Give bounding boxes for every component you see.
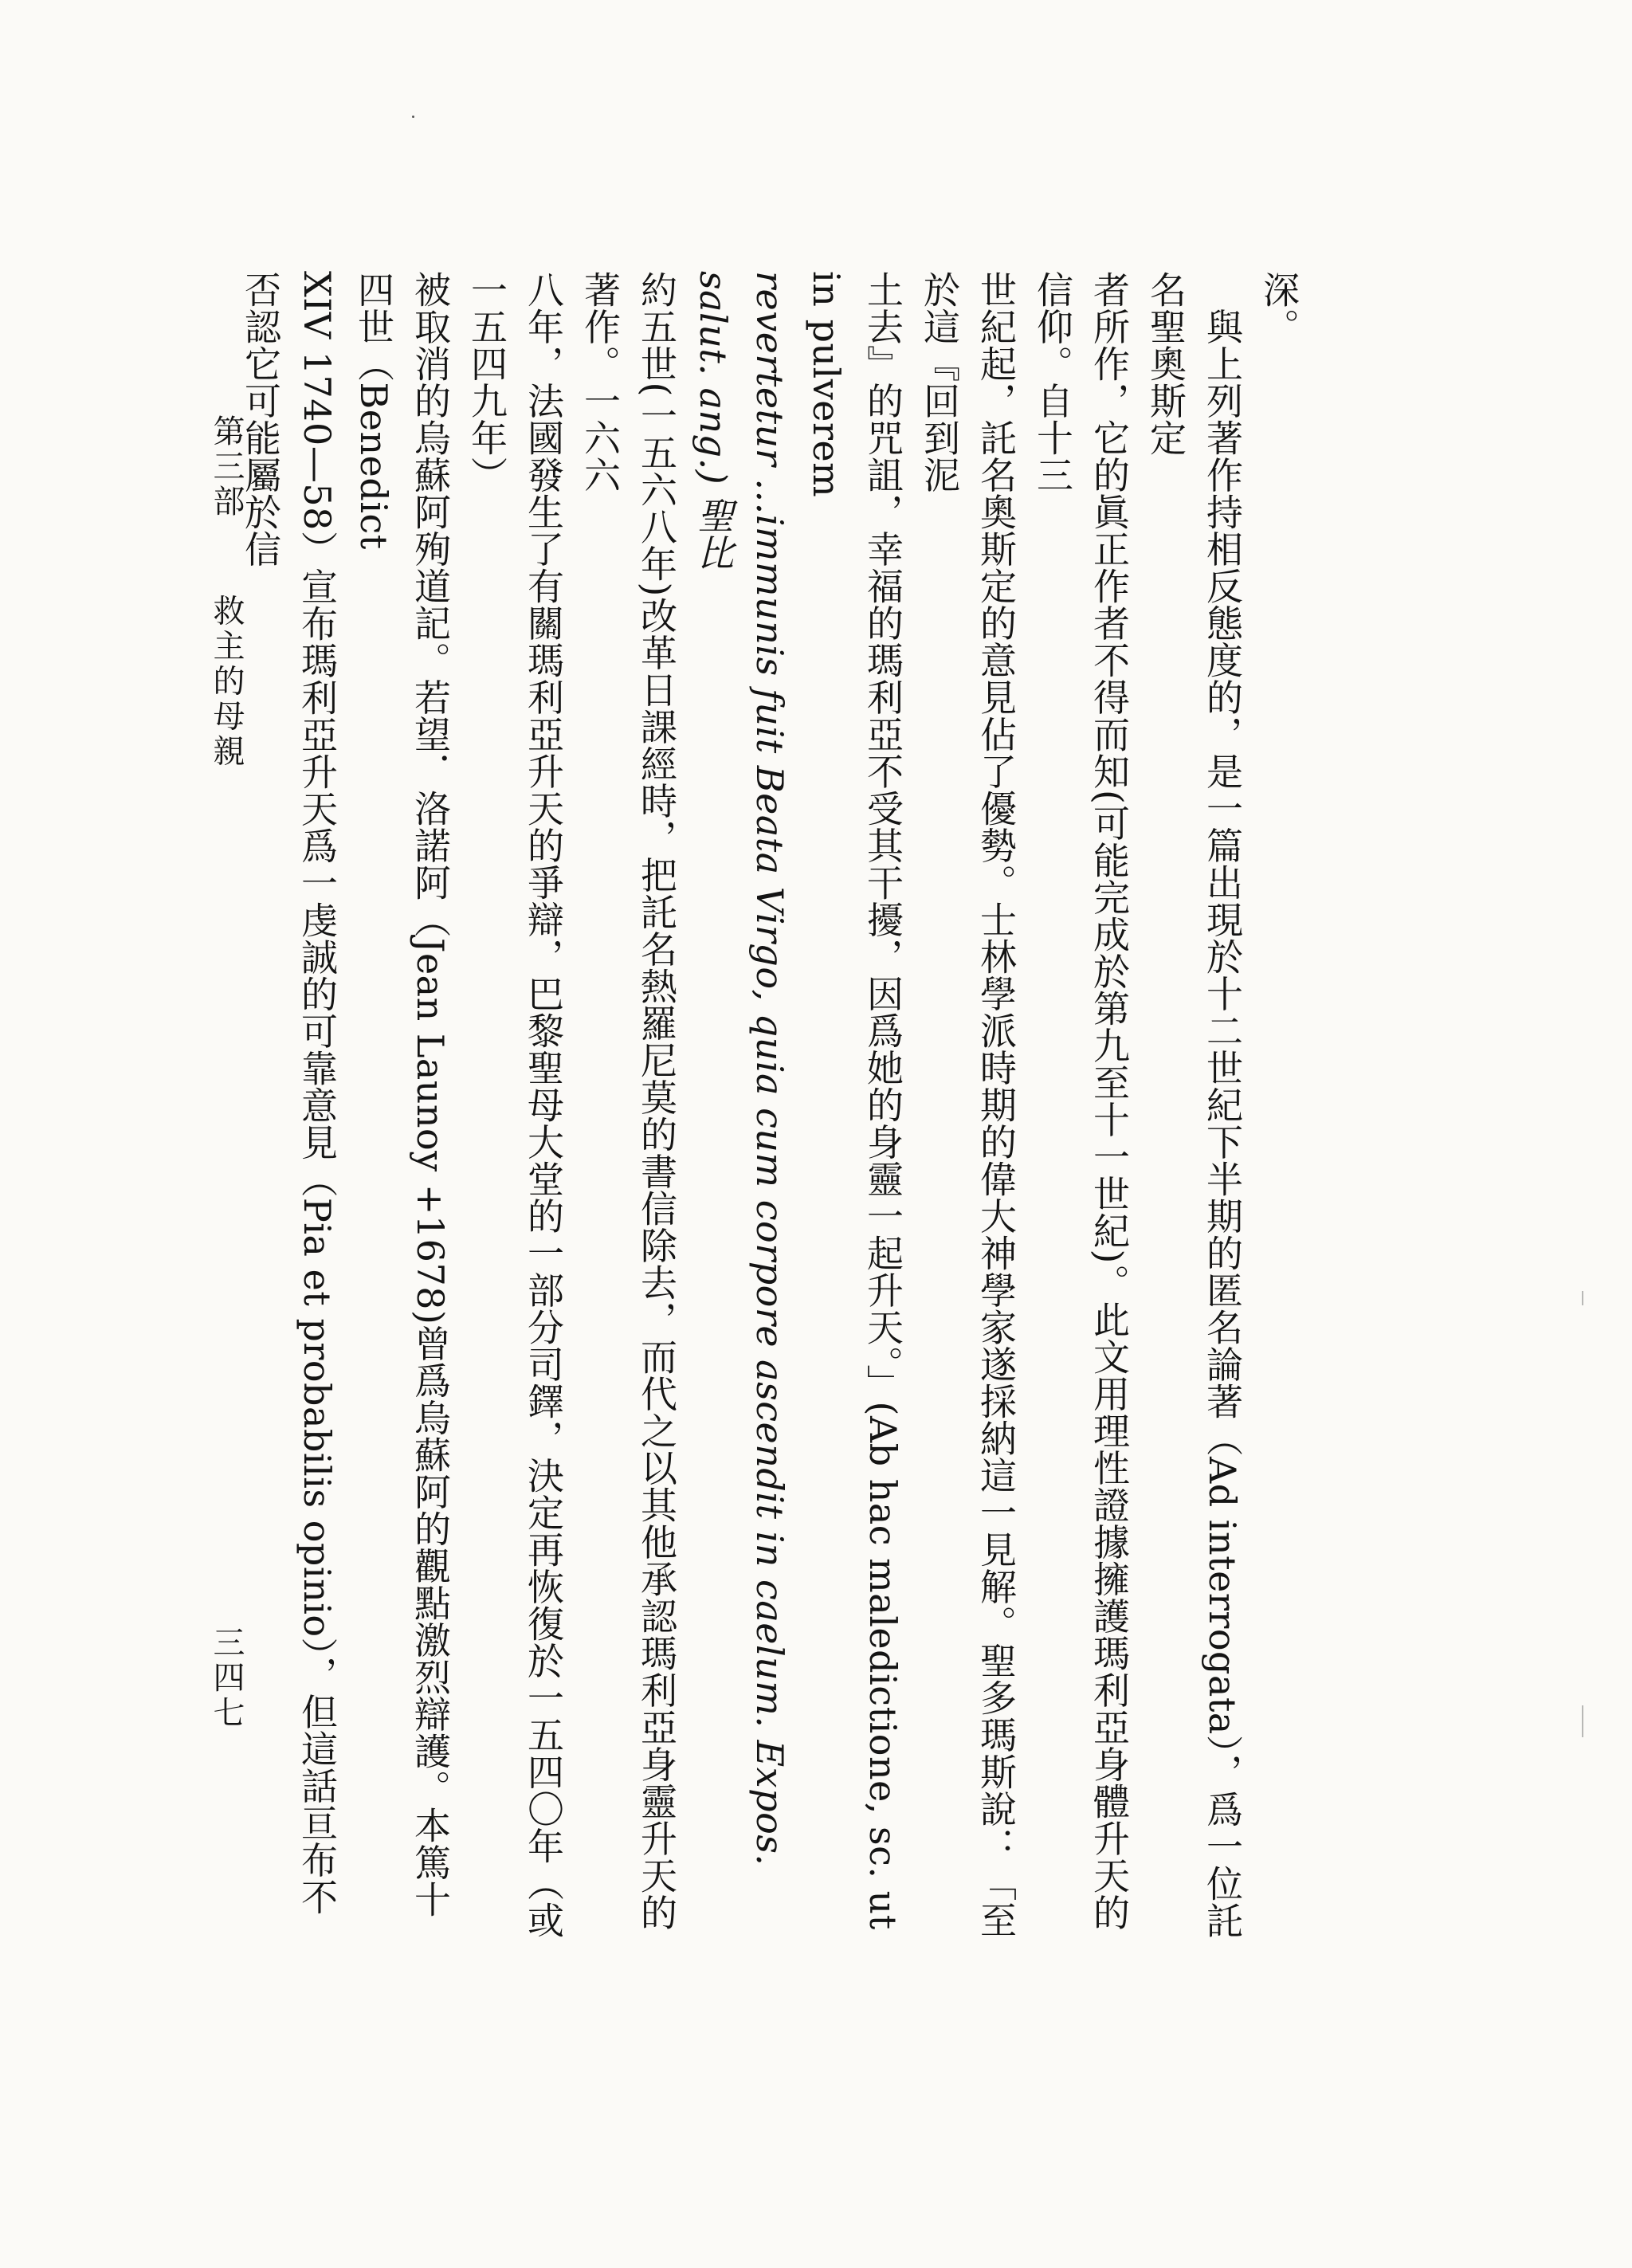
print-speck <box>412 116 414 118</box>
text-line-1: 深。 <box>1257 271 1300 345</box>
running-footer <box>204 414 249 769</box>
print-speck <box>1582 1705 1583 1737</box>
print-speck <box>1582 1291 1583 1305</box>
page-number: 三四七 <box>208 1626 245 1731</box>
text-line-8: 八年，法國發生了有關瑪利亞升天的爭辯，巴黎聖母大堂的一部分司鐸，決定再恢復於一五四〇年（或一五四九年） <box>465 271 565 1939</box>
part-label: 第三部 <box>208 414 245 520</box>
main-text-block <box>239 271 1307 1952</box>
text-line-5: 土去』的咒詛，幸福的瑪利亞不受其干擾，因爲她的身靈一起升天。」(Ab hac maledictione, sc. ut in pulverem <box>805 271 904 1930</box>
text-line-3: 者所作，它的眞正作者不得而知(可能完成於第九至十一世紀)。此文用理性證據擁護瑪利亞身體升天的信仰。自十三 <box>1031 271 1131 1931</box>
text-line-4: 世紀起，託名奧斯定的意見佔了優勢。士林學派時期的偉大神學家遂採納這一見解。聖多瑪斯說：「至於這『回到泥 <box>918 271 1018 1939</box>
text-line-9: 被取消的烏蘇阿殉道記。若望．洛諾阿（Jean Launoy +1678)曾爲烏蘇阿的觀點激烈辯護。本篤十四世（Benedict <box>352 271 452 1918</box>
text-line-7: 約五世(一五六八年)改革日課經時，把託名熱羅尼莫的書信除去，而代之以其他承認瑪利亞身靈升天的著作。一六六 <box>579 271 678 1931</box>
chapter-label: 救主的母親 <box>208 594 245 770</box>
text-line-10: XIV 1740—58）宣布瑪利亞升天爲一虔誠的可靠意見（Pia et probabilis opinio），但這話亘布不否認它可能屬於信 <box>239 271 339 1916</box>
text-line-6: revertetur ...immunis fuit Beata Virgo, quia cum corpore ascendit in caelum. Expos. salut. ang.) 聖比 <box>692 271 791 1866</box>
text-line-2: 與上列著作持相反態度的，是一篇出現於十二世紀下半期的匿名論著（Ad interrogata），爲一位託名聖奧斯定 <box>1144 271 1244 1939</box>
